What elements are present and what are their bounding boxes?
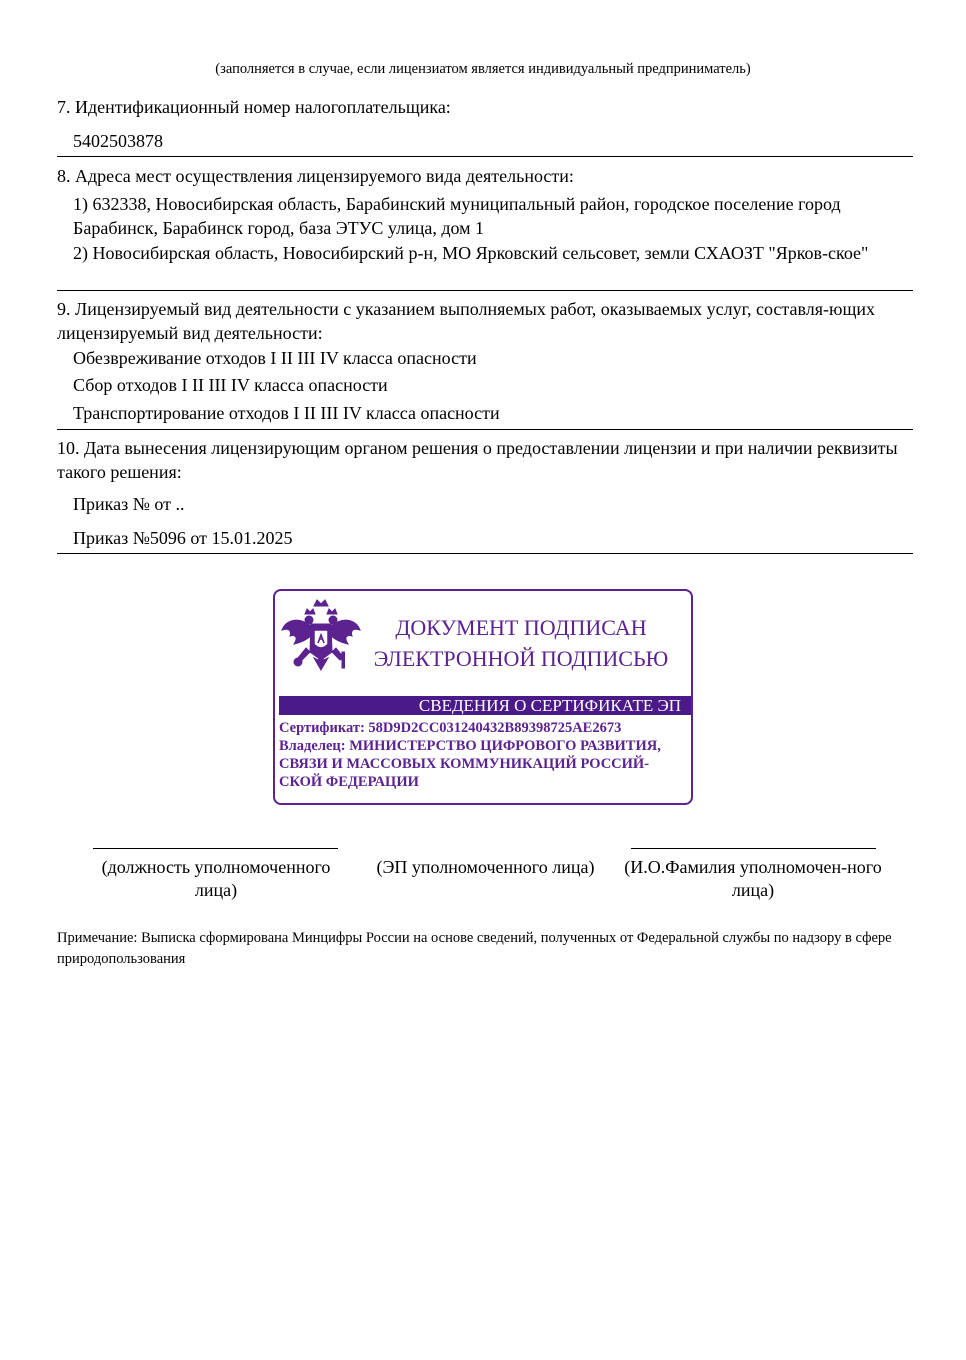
individual-entrepreneur-note: (заполняется в случае, если лицензиатом является индивидуальный предприниматель) bbox=[215, 61, 751, 77]
footnote: Примечание: Выписка сформирована Минцифры России на основе сведений, полученных от Федеральной службы по надзору в сфере природопользования bbox=[57, 930, 892, 967]
certificate-info-header: СВЕДЕНИЯ О СЕРТИФИКАТЕ ЭП bbox=[279, 696, 691, 715]
certificate-owner-line-1: Владелец: МИНИСТЕРСТВО ЦИФРОВОГО РАЗВИТИЯ, bbox=[279, 738, 661, 754]
certificate-owner-line-3: СКОЙ ФЕДЕРАЦИИ bbox=[279, 774, 419, 790]
order-item-2: Приказ №5096 от 15.01.2025 bbox=[73, 528, 293, 548]
divider bbox=[57, 156, 913, 157]
section-10-heading: 10. Дата вынесения лицензирующим органом решения о предоставлении лицензии и при наличии реквизиты такого решения: bbox=[57, 438, 898, 482]
activity-item-3: Транспортирование отходов I II III IV класса опасности bbox=[73, 403, 500, 423]
position-caption: (должность уполномоченного лица) bbox=[101, 857, 331, 900]
stamp-title bbox=[371, 612, 671, 674]
name-signature-line bbox=[631, 848, 876, 849]
russian-coat-of-arms-icon bbox=[278, 596, 364, 682]
activity-item-1: Обезвреживание отходов I II III IV класса опасности bbox=[73, 348, 477, 368]
inn-value: 5402503878 bbox=[73, 131, 163, 151]
position-signature-line bbox=[93, 848, 338, 849]
section-8-heading: 8. Адреса мест осуществления лицензируемого вида деятельности: bbox=[57, 166, 574, 186]
activity-item-2: Сбор отходов I II III IV класса опасности bbox=[73, 375, 388, 395]
electronic-signature-stamp bbox=[273, 589, 693, 805]
address-item-2: 2) Новосибирская область, Новосибирский р-н, МО Ярковский сельсовет, земли СХАОЗТ "Ярков-ское" bbox=[73, 243, 869, 263]
certificate-details bbox=[279, 719, 689, 791]
ep-caption: (ЭП уполномоченного лица) bbox=[376, 857, 595, 877]
name-caption: (И.О.Фамилия уполномочен-ного лица) bbox=[624, 857, 882, 900]
certificate-owner-line-2: СВЯЗИ И МАССОВЫХ КОММУНИКАЦИЙ РОССИЙ- bbox=[279, 756, 650, 772]
stamp-title-line-1: ДОКУМЕНТ ПОДПИСАН bbox=[395, 615, 647, 640]
certificate-number: Сертификат: 58D9D2CC031240432B89398725AE2673 bbox=[279, 720, 622, 736]
order-item-1: Приказ № от .. bbox=[73, 494, 185, 514]
divider bbox=[57, 290, 913, 291]
section-7-heading: 7. Идентификационный номер налогоплательщика: bbox=[57, 97, 451, 117]
address-item-1: 1) 632338, Новосибирская область, Барабинский муниципальный район, городское поселение город Барабинск, Барабинск город, база ЭТУС улица, дом 1 bbox=[73, 194, 841, 238]
section-9-heading: 9. Лицензируемый вид деятельности с указанием выполняемых работ, оказываемых услуг, составля-ющих лицензируемый вид деятельности: bbox=[57, 299, 875, 343]
divider bbox=[57, 553, 913, 554]
divider bbox=[57, 429, 913, 430]
stamp-title-line-2: ЭЛЕКТРОННОЙ ПОДПИСЬЮ bbox=[373, 646, 669, 671]
